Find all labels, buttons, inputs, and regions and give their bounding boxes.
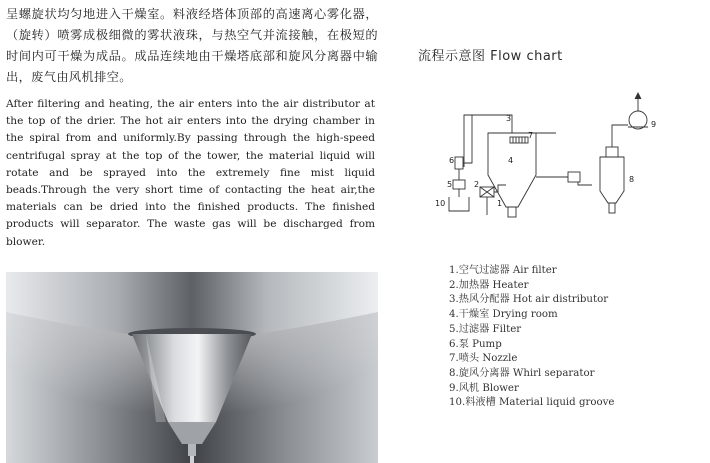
english-description: After filtering and heating, the air enters into the air distributor at the top of the drier. The hot air enters into the drying chamber in the spiral from and uniformly.By passing through the high-speed centrifugal spray at the top of the tower, the material liquid will rotate and be sprayed into the extremely fine mist liquid beads.Through the very short time of contacting the heat air,the materials can be dried into the finished products. The finished products will separator. The waste gas will be discharged from blower.: [6, 98, 375, 248]
diagram-label-7: 7: [528, 131, 534, 140]
filter-shape: [453, 180, 465, 189]
legend-item: 3.热风分配器 Hot air distributor: [449, 294, 609, 306]
diagram-label-3: 3: [506, 114, 512, 123]
legend-item: 6.泵 Pump: [449, 338, 502, 350]
pump-shape: [455, 157, 463, 169]
nozzle-photo: [6, 272, 378, 463]
diagram-label-10: 10: [435, 199, 446, 208]
diagram-label-6: 6: [449, 156, 455, 165]
diagram-label-8: 8: [629, 175, 635, 184]
drying-room-shape: [488, 133, 536, 207]
liquid-groove-shape: [449, 197, 469, 211]
process-flow-diagram: [428, 75, 668, 255]
legend-item: 5.过滤器 Filter: [449, 323, 522, 335]
legend-item: 1.空气过滤器 Air filter: [449, 265, 557, 276]
blower-shape: [629, 111, 647, 129]
legend-item: 4.干燥室 Drying room: [449, 309, 558, 321]
legend-item: 9.风机 Blower: [449, 382, 519, 394]
diagram-label-4: 4: [508, 156, 514, 165]
legend-item: 7.喷头 Nozzle: [449, 353, 518, 365]
chinese-description: 呈螺旋状均匀地进入干燥室。料液经塔体顶部的高速离心雾化器，（旋转）喷雾成极细微的雾状液珠，与热空气并流接触，在极短的时间内可干燥为成品。成品连续地由干燥塔底部和旋风分离器中输出，废气由风机排空。: [6, 7, 378, 84]
diagram-label-1: 1: [497, 199, 503, 208]
cyclone-shape: [600, 157, 624, 203]
diagram-label-2: 2: [474, 180, 480, 189]
legend-item: 10.料液槽 Material liquid groove: [449, 397, 615, 409]
tower-outlet: [508, 207, 516, 217]
legend-item: 2.加热器 Heater: [449, 279, 529, 291]
diagram-label-5: 5: [447, 180, 453, 189]
legend-item: 8.旋风分离器 Whirl separator: [449, 367, 595, 379]
flow-chart-title: 流程示意图 Flow chart: [418, 49, 563, 64]
diagram-label-9: 9: [651, 120, 657, 129]
component-legend: [449, 264, 614, 411]
